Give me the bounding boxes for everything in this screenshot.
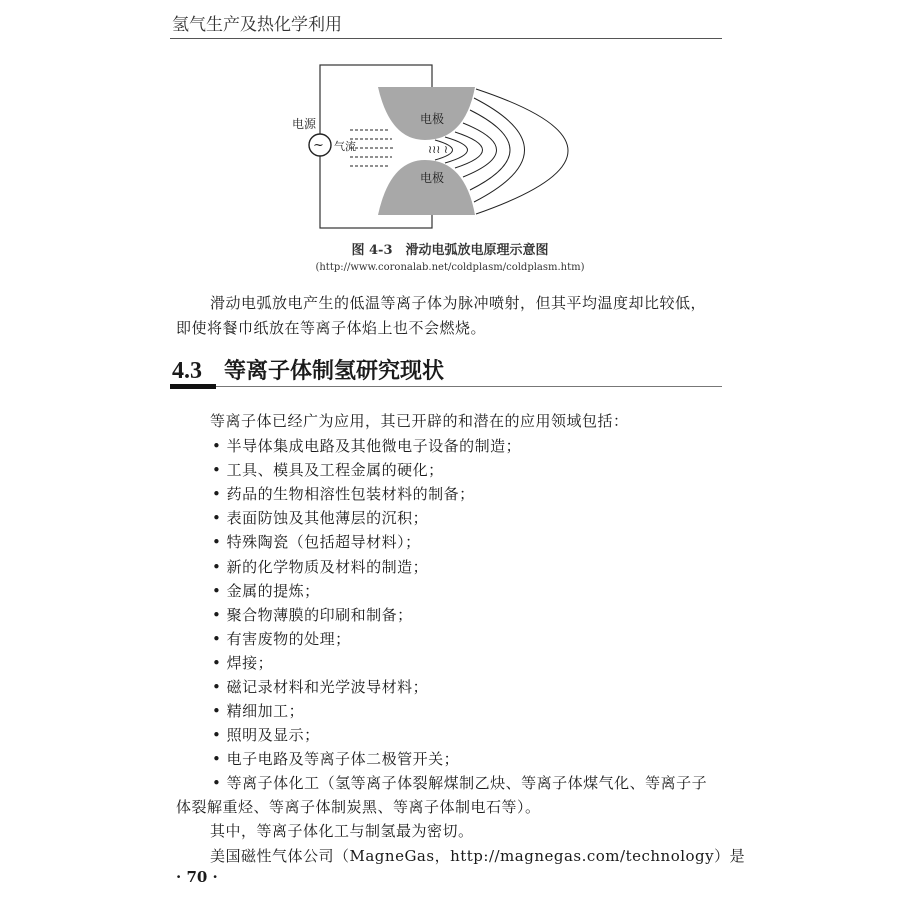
paragraph-line: 即使将餐巾纸放在等离子体焰上也不会燃烧。 (176, 319, 487, 337)
bullet-text: 工具、模具及工程金属的硬化； (226, 461, 444, 480)
figure-caption: 图 4-3 滑动电弧放电原理示意图 (351, 243, 549, 258)
electrode-bottom-label: 电极 (420, 171, 445, 185)
closing-line: 美国磁性气体公司（MagneGas，http://magnegas.com/technology）是 (210, 847, 746, 865)
bullet-item (212, 507, 428, 528)
airflow-label: 气流 (334, 140, 356, 153)
section-rule (170, 386, 722, 387)
bullet-text: 药品的生物相溶性包装材料的制备； (226, 485, 475, 504)
bullet-icon: • (212, 702, 227, 721)
closing-line: 其中，等离子体化工与制氢最为密切。 (210, 822, 474, 840)
electrode-bottom (378, 160, 475, 215)
section-heading (172, 354, 444, 385)
header-rule (170, 38, 722, 39)
sliding-arc-diagram (280, 60, 640, 235)
section-number: 4.3 (172, 358, 202, 384)
paragraph-line: 滑动电弧放电产生的低温等离子体为脉冲喷射，但其平均温度却比较低， (210, 294, 707, 312)
svg-text:~: ~ (313, 138, 324, 153)
bullet-item (212, 724, 320, 745)
bullet-icon: • (212, 581, 227, 600)
bullet-text: 等离子体化工（氢等离子体裂解煤制乙炔、等离子体煤气化、等离子子 (226, 774, 708, 793)
bullet-text: 聚合物薄膜的印刷和制备； (226, 605, 413, 624)
bullet-item (212, 676, 428, 697)
bullet-text: 焊接； (226, 653, 274, 672)
bullet-item (212, 652, 273, 673)
bullet-text: 新的化学物质及材料的制造； (226, 557, 429, 576)
bullet-text: 精细加工； (226, 702, 305, 721)
svg-text:≀≀≀ ≀: ≀≀≀ ≀ (428, 143, 448, 156)
bullet-item (212, 531, 421, 552)
bullet-item (212, 435, 521, 456)
power-label: 电源 (292, 117, 317, 131)
bullet-text: 有害废物的处理； (226, 629, 351, 648)
bullet-icon: • (212, 485, 227, 504)
bullet-item (212, 556, 428, 577)
bullet-icon: • (212, 557, 227, 576)
bullet-item (212, 459, 444, 480)
bullet-item (212, 772, 707, 793)
figure-source: (http://www.coronalab.net/coldplasm/coldplasm.htm) (315, 262, 585, 273)
bullet-icon: • (212, 653, 227, 672)
bullet-item (212, 628, 351, 649)
bullet-item (212, 580, 320, 601)
bullet-icon: • (212, 437, 227, 455)
bullet-icon: • (212, 461, 227, 480)
bullet-text: 磁记录材料和光学波导材料； (226, 678, 429, 696)
section-rule-accent (170, 384, 216, 389)
bullet-text: 电子电路及等离子体二极管开关； (226, 750, 460, 769)
bullet-icon: • (212, 774, 227, 793)
intro-text: 等离子体已经广为应用，其已开辟的和潜在的应用领域包括： (210, 412, 629, 430)
running-header: 氢气生产及热化学利用 (172, 15, 342, 35)
section-title: 等离子体制氢研究现状 (224, 358, 445, 384)
bullet-icon: • (212, 509, 227, 528)
bullet-text: 特殊陶瓷（包括超导材料）； (226, 533, 421, 552)
electrode-top-label: 电极 (420, 112, 445, 126)
bullet-icon: • (212, 726, 227, 745)
bullet-icon: • (212, 533, 227, 552)
bullet-item (212, 604, 413, 625)
bullet-text: 照明及显示； (226, 726, 320, 745)
bullet-icon: • (212, 750, 227, 769)
bullet-text: 金属的提炼； (226, 581, 320, 600)
bullet-continuation: 体裂解重烃、等离子体制炭黑、等离子体制电石等）。 (176, 798, 541, 816)
airflow-arrows (350, 130, 395, 166)
bullet-text: 半导体集成电路及其他微电子设备的制造； (226, 437, 522, 455)
bullet-icon: • (212, 678, 227, 696)
page-number: · 70 · (176, 868, 218, 886)
bullet-item (212, 700, 304, 721)
bullet-item (212, 748, 459, 769)
bullet-icon: • (212, 629, 227, 648)
bullet-item (212, 483, 475, 504)
bullet-text: 表面防蚀及其他薄层的沉积； (226, 509, 429, 528)
bullet-icon: • (212, 605, 227, 624)
